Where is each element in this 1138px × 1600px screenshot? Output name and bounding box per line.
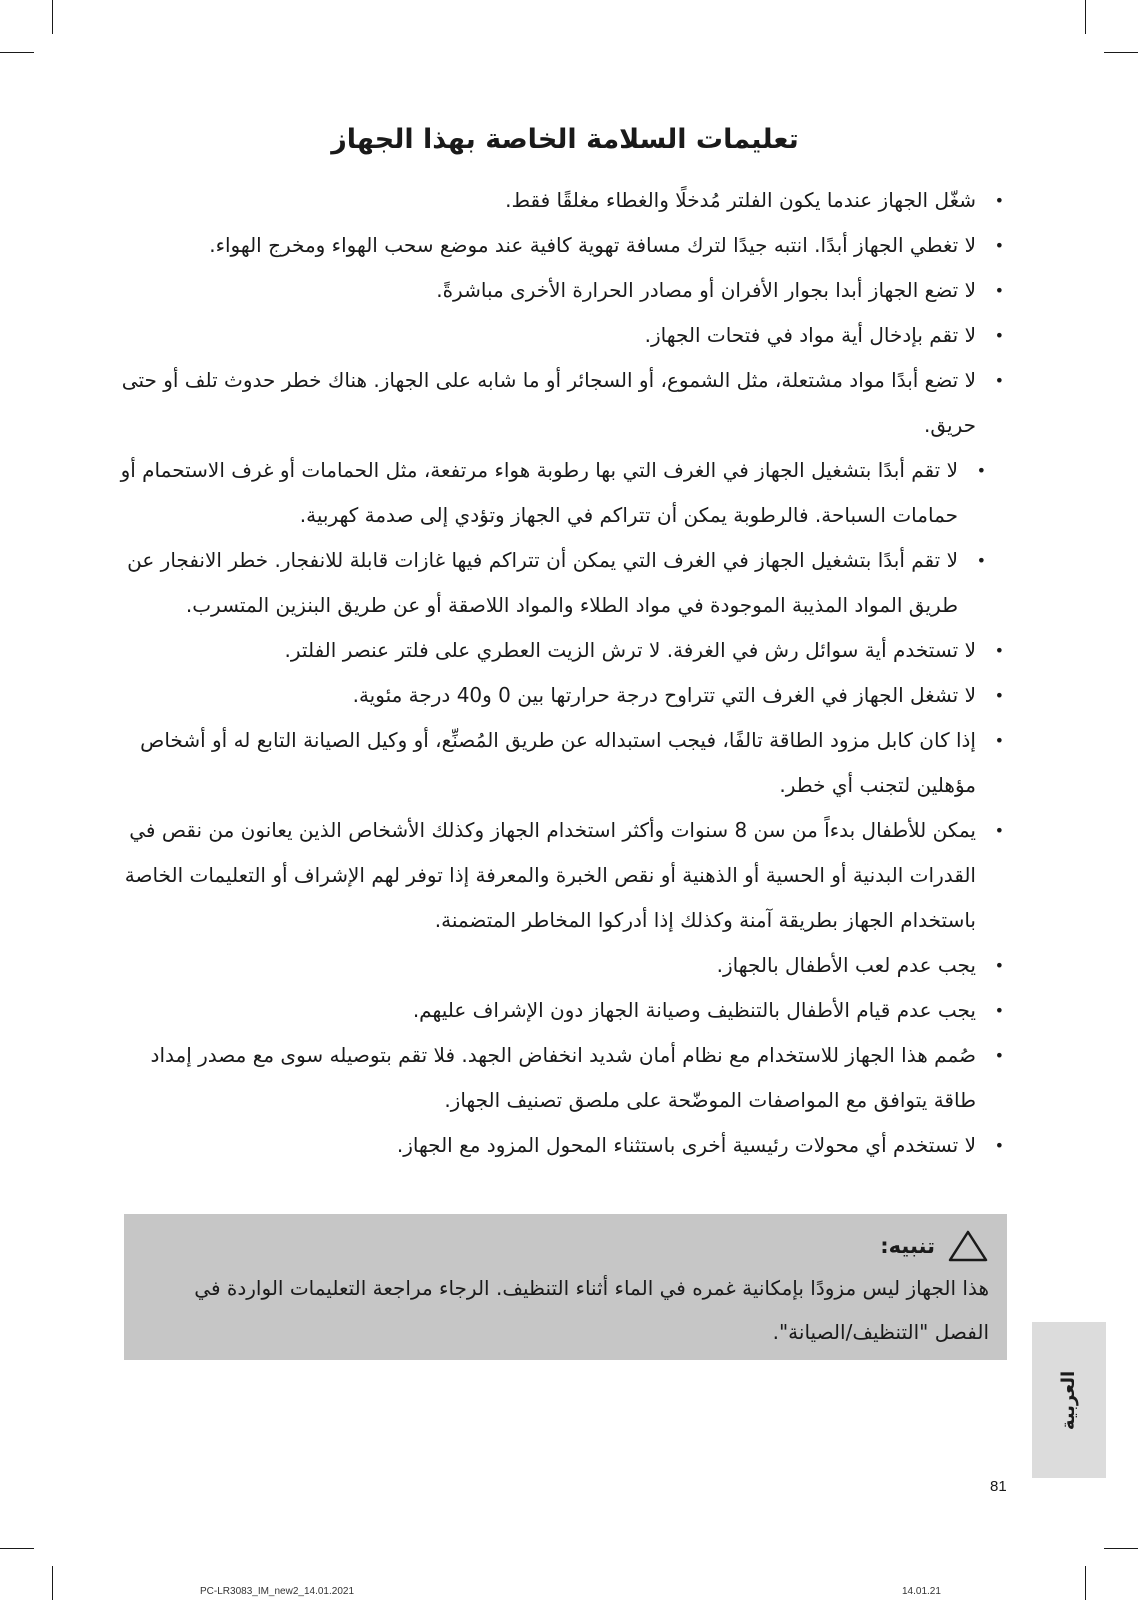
crop-mark xyxy=(1085,0,1086,34)
list-item-text: لا تقم بإدخال أية مواد في فتحات الجهاز. xyxy=(644,323,976,347)
bullet-icon: • xyxy=(994,326,1004,345)
crop-mark xyxy=(52,1566,53,1600)
list-item-text: لا تستخدم أي محولات رئيسية أخرى باستثناء المحول المزود مع الجهاز. xyxy=(396,1133,976,1157)
bullet-icon: • xyxy=(994,821,1004,840)
list-item-text: لا تضع أبدًا مواد مشتعلة، مثل الشموع، أو السجائر أو ما شابه على الجهاز. هناك خطر حدوث تلف أو حتى حريق. xyxy=(121,368,976,437)
list-item xyxy=(120,673,1010,718)
footer-file-name: PC-LR3083_IM_new2_14.01.2021 xyxy=(200,1586,354,1597)
footer-date: 14.01.21 xyxy=(902,1586,941,1597)
crop-mark xyxy=(1104,1548,1138,1549)
bullet-icon: • xyxy=(976,461,986,480)
bullet-icon: • xyxy=(994,281,1004,300)
list-item xyxy=(120,718,1010,808)
caution-box xyxy=(124,1214,1007,1360)
crop-mark xyxy=(52,0,53,34)
bullet-icon: • xyxy=(994,731,1004,750)
list-item-text: يمكن للأطفال بدءاً من سن 8 سنوات وأكثر استخدام الجهاز وكذلك الأشخاص الذين يعانون من نقص في القدرات البدنية أو الحسية أو الذهنية أو نقص الخبرة والمعرفة إذا توفر لهم الإشراف أو التعليمات الخاصة باستخدام الجهاز بطريقة آمنة وكذلك إذا أدركوا المخاطر المتضمنة. xyxy=(124,818,976,932)
list-item-text: صُمم هذا الجهاز للاستخدام مع نظام أمان شديد انخفاض الجهد. فلا تقم بتوصيله سوى مع مصدر إمداد طاقة يتوافق مع المواصفات الموضّحة على ملصق تصنيف الجهاز. xyxy=(150,1043,976,1112)
bullet-icon: • xyxy=(994,641,1004,660)
bullet-icon: • xyxy=(994,1136,1004,1155)
list-item-text: لا تقم أبدًا بتشغيل الجهاز في الغرف التي يمكن أن تتراكم فيها غازات قابلة للانفجار. خطر الانفجار عن طريق المواد المذيبة الموجودة في مواد الطلاء والمواد اللاصقة أو عن طريق البنزين المتسرب. xyxy=(127,548,958,617)
language-tab-label: العربية xyxy=(1058,1370,1080,1430)
list-item xyxy=(120,808,1010,943)
bullet-icon: • xyxy=(994,1046,1004,1065)
list-item xyxy=(120,538,992,628)
bullet-icon: • xyxy=(994,1001,1004,1020)
list-item-text: يجب عدم لعب الأطفال بالجهاز. xyxy=(716,953,976,977)
list-item xyxy=(120,358,1010,448)
page-title: تعليمات السلامة الخاصة بهذا الجهاز xyxy=(331,124,799,155)
list-item-text: يجب عدم قيام الأطفال بالتنظيف وصيانة الجهاز دون الإشراف عليهم. xyxy=(412,998,976,1022)
safety-list xyxy=(120,178,1010,1168)
list-item xyxy=(120,313,1010,358)
list-item-text: لا تستخدم أية سوائل رش في الغرفة. لا ترش الزيت العطري على فلتر عنصر الفلتر. xyxy=(284,638,976,662)
caution-label: تنبيه: xyxy=(880,1234,935,1258)
list-item xyxy=(120,178,1010,223)
crop-mark xyxy=(1104,52,1138,53)
list-item-text: لا تقم أبدًا بتشغيل الجهاز في الغرف التي بها رطوبة هواء مرتفعة، مثل الحمامات أو غرف الاستحمام أو حمامات السباحة. فالرطوبة يمكن أن تتراكم في الجهاز وتؤدي إلى صدمة كهربية. xyxy=(120,458,958,527)
list-item xyxy=(120,268,1010,313)
bullet-icon: • xyxy=(994,956,1004,975)
page-number: 81 xyxy=(990,1478,1007,1495)
list-item-text: شغّل الجهاز عندما يكون الفلتر مُدخلًا والغطاء مغلقًا فقط. xyxy=(505,188,976,212)
list-item-text: لا تغطي الجهاز أبدًا. انتبه جيدًا لترك مسافة تهوية كافية عند موضع سحب الهواء ومخرج الهواء. xyxy=(209,233,976,257)
bullet-icon: • xyxy=(994,236,1004,255)
bullet-icon: • xyxy=(994,191,1004,210)
caution-header xyxy=(142,1228,989,1264)
crop-mark xyxy=(0,1548,34,1549)
list-item xyxy=(120,988,1010,1033)
list-item-text: لا تضع الجهاز أبدا بجوار الأفران أو مصادر الحرارة الأخرى مباشرةً. xyxy=(436,278,976,302)
safety-instructions-section xyxy=(120,120,1010,1168)
bullet-icon: • xyxy=(994,371,1004,390)
bullet-icon: • xyxy=(994,686,1004,705)
list-item xyxy=(120,223,1010,268)
list-item xyxy=(120,628,1010,673)
crop-mark xyxy=(1085,1566,1086,1600)
bullet-icon: • xyxy=(976,551,986,570)
caution-text: هذا الجهاز ليس مزودًا بإمكانية غمره في الماء أثناء التنظيف. الرجاء مراجعة التعليمات الواردة في الفصل "التنظيف/الصيانة". xyxy=(194,1276,989,1344)
list-item xyxy=(120,943,1010,988)
warning-triangle-icon xyxy=(947,1229,989,1263)
list-item xyxy=(120,448,992,538)
crop-mark xyxy=(0,52,34,53)
language-tab xyxy=(1032,1322,1106,1478)
list-item-text: إذا كان كابل مزود الطاقة تالفًا، فيجب استبداله عن طريق المُصنِّع، أو وكيل الصيانة التابع له أو أشخاص مؤهلين لتجنب أي خطر. xyxy=(140,728,976,797)
list-item-text: لا تشغل الجهاز في الغرف التي تتراوح درجة حرارتها بين 0 و40 درجة مئوية. xyxy=(352,683,976,707)
list-item xyxy=(120,1123,1010,1168)
list-item xyxy=(120,1033,1010,1123)
